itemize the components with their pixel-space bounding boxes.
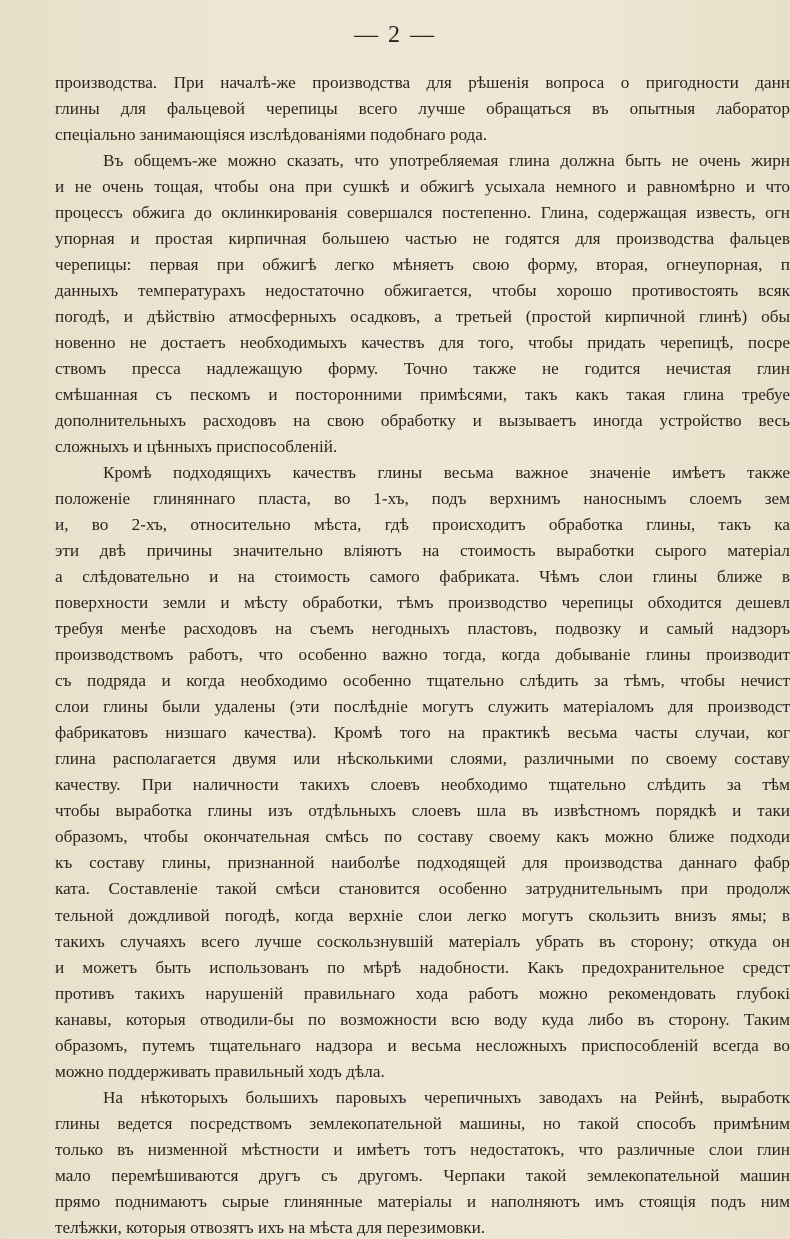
text-line: производства. При началѣ-же производства для рѣшенія вопроса о пригодности данн bbox=[55, 73, 790, 92]
text-line: дополнительныхъ расходовъ на свою обработку и вызываетъ иногда устройство весь bbox=[55, 411, 790, 431]
text-line: противъ такихъ нарушеній правильнаго хода работъ можно рекомендовать глубокі bbox=[55, 983, 790, 1003]
text-line: положеніе глиняннаго пласта, во 1-хъ, подъ верхнимъ наноснымъ слоемъ зем bbox=[55, 489, 790, 509]
text-line: Кромѣ подходящихъ качествъ глины весьма важное значеніе имѣетъ также bbox=[103, 463, 790, 483]
text-line: можно поддерживать правильный ходъ дѣла. bbox=[55, 1061, 385, 1081]
text-line: слои глины были удалены (эти послѣдніе могутъ служить матеріаломъ для производст bbox=[55, 697, 790, 717]
text-line: требуя менѣе расходовъ на съемъ негодныхъ пластовъ, подвозку и самый надзоръ bbox=[55, 619, 790, 639]
text-line: чтобы выработка глины изъ отдѣльныхъ слоевъ шла въ извѣстномъ порядкѣ и таки bbox=[55, 801, 790, 821]
text-line: и не очень тощая, чтобы она при сушкѣ и обжигѣ усыхала немного и равномѣрно и что bbox=[55, 177, 790, 197]
text-line: къ составу глины, признанной наиболѣе подходящей для производства даннаго фабр bbox=[55, 853, 790, 873]
text-line: На нѣкоторыхъ большихъ паровыхъ черепичныхъ заводахъ на Рейнѣ, выработк bbox=[103, 1087, 790, 1107]
text-line: съ подряда и когда необходимо особенно тщательно слѣдить за тѣмъ, чтобы нечист bbox=[55, 671, 790, 691]
text-line: новенно не достаетъ необходимыхъ качествъ для того, чтобы придать черепицѣ, посре bbox=[55, 333, 790, 353]
text-line: данныхъ температурахъ недостаточно обжигается, чтобы хорошо противостоять всяк bbox=[55, 281, 790, 301]
text-line: качеству. При наличности такихъ слоевъ необходимо тщательно слѣдить за тѣм bbox=[55, 775, 790, 795]
text-line: глина располагается двумя или нѣсколькими слоями, различными по своему составу bbox=[55, 749, 790, 769]
text-line: Въ общемъ-же можно сказать, что употребляемая глина должна быть не очень жирн bbox=[103, 151, 790, 171]
text-line: прямо поднимаютъ сырые глинянные матеріалы и наполняютъ имъ стоящія подъ ним bbox=[55, 1191, 790, 1211]
text-line: телѣжки, которыя отвозятъ ихъ на мѣста для перезимовки. bbox=[55, 1217, 486, 1237]
text-line: черепицы: первая при обжигѣ легко мѣняетъ свою форму, вторая, огнеупорная, п bbox=[55, 255, 790, 275]
text-line: а слѣдовательно и на стоимость самого фабриката. Чѣмъ слои глины ближе в bbox=[55, 567, 790, 587]
text-line: сложныхъ и цѣнныхъ приспособленій. bbox=[55, 437, 338, 457]
text-line: фабрикатовъ низшаго качества). Кромѣ того на практикѣ весьма часты случаи, ког bbox=[55, 723, 790, 743]
text-line: ствомъ пресса надлежащую форму. Точно также не годится нечистая глин bbox=[55, 359, 790, 379]
text-line: тельной дождливой погодѣ, когда верхніе слои легко могутъ скользить внизъ ямы; в bbox=[55, 905, 790, 925]
text-line: такихъ случаяхъ всего лучше соскользнувшій матеріалъ убрать въ сторону; откуда он bbox=[55, 931, 790, 951]
text-line: образомъ, чтобы окончательная смѣсь по составу своему какъ можно ближе подходи bbox=[55, 827, 790, 847]
text-line: смѣшанная съ пескомъ и посторонними примѣсями, такъ какъ такая глина требуе bbox=[55, 385, 790, 405]
page-number: — 2 — bbox=[354, 22, 436, 48]
text-line: поверхности земли и мѣсту обработки, тѣмъ производство черепицы обходится дешевл bbox=[55, 593, 790, 613]
body-text bbox=[55, 70, 790, 1239]
text-line: процессъ обжига до оклинкированія совершался постепенно. Глина, содержащая известь, огн bbox=[55, 203, 790, 223]
text-line: глины для фальцевой черепицы всего лучше обращаться въ опытныя лаборатор bbox=[55, 99, 790, 119]
text-line: канавы, которыя отводили-бы по возможности всю воду куда либо въ сторону. Таким bbox=[55, 1009, 790, 1029]
text-line: только въ низменной мѣстности и имѣетъ тотъ недостатокъ, что различные слои глин bbox=[55, 1139, 790, 1159]
text-line: образомъ, путемъ тщательнаго надзора и весьма несложныхъ приспособленій всегда во bbox=[55, 1035, 790, 1055]
text-line: спеціально занимающіяся изслѣдованіями подобнаго рода. bbox=[55, 125, 488, 145]
text-line: и можетъ быть использованъ по мѣрѣ надобности. Какъ предохранительное средст bbox=[55, 957, 790, 977]
text-line: погодѣ, и дѣйствію атмосферныхъ осадковъ, а третьей (простой кирпичной глинѣ) обы bbox=[55, 307, 790, 327]
text-line: ката. Составленіе такой смѣси становится особенно затруднительнымъ при продолж bbox=[55, 879, 790, 899]
text-line: упорная и простая кирпичная большею частью не годятся для производства фальцев bbox=[55, 229, 790, 249]
text-line: эти двѣ причины значительно вліяютъ на стоимость выработки сырого матеріал bbox=[55, 541, 790, 561]
text-line: мало перемѣшиваются другъ съ другомъ. Черпаки такой землекопательной машин bbox=[55, 1165, 790, 1185]
text-line: и, во 2-хъ, относительно мѣста, гдѣ происходитъ обработка глины, такъ ка bbox=[55, 515, 790, 535]
text-line: глины ведется посредствомъ землекопательной машины, но такой способъ примѣним bbox=[55, 1113, 790, 1133]
text-line: производствомъ работъ, что особенно важно тогда, когда добываніе глины производит bbox=[55, 645, 790, 665]
